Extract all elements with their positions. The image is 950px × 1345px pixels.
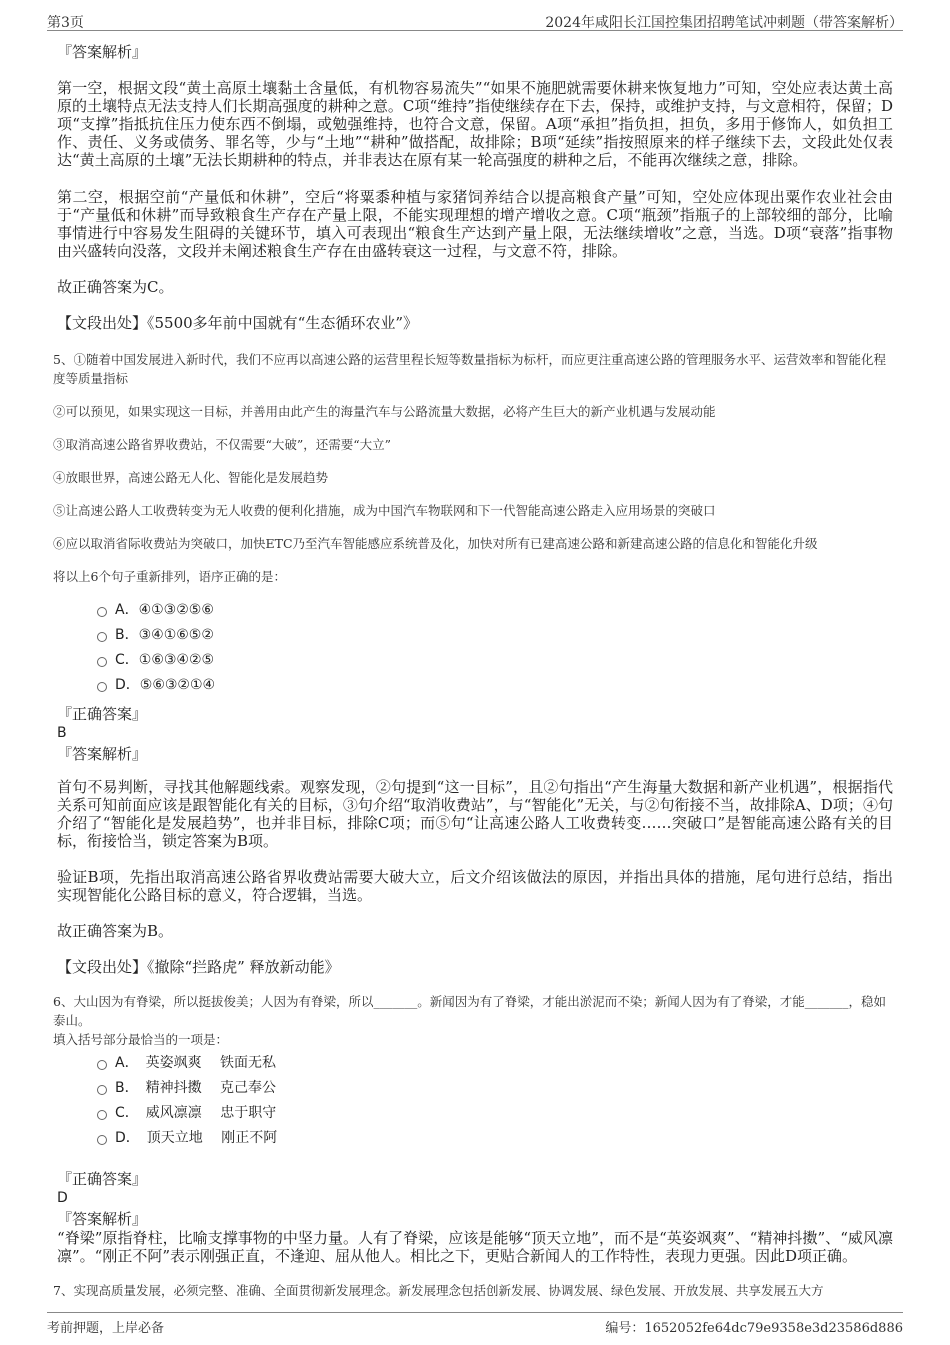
radio-icon[interactable] xyxy=(97,632,107,642)
option-d[interactable] xyxy=(57,673,893,698)
analysis-paragraph: 第二空，根据空前“产量低和休耕”，空后“将粟黍种植与家猪饲养结合以提高粮食产量”可知，空处应体现出粟作农业社会由于“产量低和休耕”而导致粮食生产存在产量上限，不能实现理想的增产增收之意。C项“瓶颈”指瓶子的上部较细的部分，比喻事情进行中容易发生阻碍的关键环节，填入可表现出“粮食生产达到产量上限，无法继续增收”之意，当选。D项“衰落”指事物由兴盛转向没落，文段并未阐述粮食生产存在由盛转衰这一过程，与文意不符，排除。 xyxy=(57,188,893,260)
option-label: A． 英姿飒爽 铁面无私 xyxy=(115,1055,277,1071)
question-5-stem-3: ③取消高速公路省界收费站，不仅需要“大破”，还需要“大立” xyxy=(53,437,392,452)
radio-icon[interactable] xyxy=(97,682,107,692)
radio-icon[interactable] xyxy=(97,657,107,667)
footer-slogan: 考前押题，上岸必备 xyxy=(47,1321,165,1336)
option-c[interactable] xyxy=(57,1101,893,1126)
document-id: 编号：1652052fe64dc79e9358e3d23586d886 xyxy=(605,1321,903,1336)
question-6-prompt: 填入括号部分最恰当的一项是： xyxy=(53,1032,229,1047)
radio-icon[interactable] xyxy=(97,1060,107,1070)
question-5-stem-6: ⑥应以取消省际收费站为突破口，加快ETC乃至汽车智能感应系统普及化，加快对所有已建高速公路和新建高速公路的信息化和智能化升级 xyxy=(53,536,818,551)
passage-source: 【文段出处】《撤除“拦路虎” 释放新动能》 xyxy=(57,958,340,976)
page-number: 第3页 xyxy=(47,15,84,31)
radio-icon[interactable] xyxy=(97,1135,107,1145)
option-b[interactable] xyxy=(57,623,893,648)
correct-answer-label: 『正确答案』 xyxy=(57,705,148,723)
analysis-paragraph: 验证B项，先指出取消高速公路省界收费站需要大破大立，后文介绍该做法的原因，并指出具体的措施，尾句进行总结，指出实现智能化公路目标的意义，符合逻辑，当选。 xyxy=(57,868,893,904)
question-5-prompt: 将以上6个句子重新排列，语序正确的是： xyxy=(53,569,286,584)
option-label: C． 威风凛凛 忠于职守 xyxy=(115,1105,277,1121)
conclusion: 故正确答案为C。 xyxy=(57,278,174,296)
analysis-paragraph: “脊梁”原指脊柱，比喻支撑事物的中坚力量。人有了脊梁，应该是能够“顶天立地”，而不是“英姿飒爽”、“精神抖擞”、“威风凛凛”。“刚正不阿”表示刚强正直，不逢迎、屈从他人。相比之下，更贴合新闻人的工作特性，表现力更强。因此D项正确。 xyxy=(57,1229,893,1265)
option-label: D． 顶天立地 刚正不阿 xyxy=(115,1130,278,1146)
document-title: 2024年咸阳长江国控集团招聘笔试冲刺题（带答案解析） xyxy=(545,15,903,31)
question-5-stem-2: ②可以预见，如果实现这一目标，并善用由此产生的海量汽车与公路流量大数据，必将产生巨大的新产业机遇与发展动能 xyxy=(53,404,716,419)
option-a[interactable] xyxy=(57,1051,893,1076)
page-header xyxy=(47,8,903,31)
option-label: C．①⑥③④②⑤ xyxy=(115,652,215,668)
option-label: B．③④①⑥⑤② xyxy=(115,627,214,643)
analysis-paragraph: 第一空，根据文段“黄土高原土壤黏土含量低，有机物容易流失”“如果不施肥就需要休耕来恢复地力”可知，空处应表达黄土高原的土壤特点无法支持人们长期高强度的耕种之意。C项“维持”指使继续存在下去，保持，或维护支持，与文意相符，保留；D项“支撑”指抵抗住压力使东西不倒塌，或勉强维持，也符合文意，保留。A项“承担”指负担，担负，多用于修饰人，如负担工作、责任、义务或债务、罪名等，少与“土地”“耕种”做搭配，故排除；B项“延续”指按照原来的样子继续下去，文段此处仅表达“黄土高原的土壤”无法长期耕种的特点，并非表达在原有某一轮高强度的耕种之后，不能再次继续之意，排除。 xyxy=(57,79,893,169)
correct-answer: B xyxy=(57,725,67,741)
answer-analysis-label: 『答案解析』 xyxy=(57,43,148,61)
radio-icon[interactable] xyxy=(97,1110,107,1120)
option-label: A．④①③②⑤⑥ xyxy=(115,602,214,618)
page-footer xyxy=(47,1312,903,1337)
option-c[interactable] xyxy=(57,648,893,673)
question-6-stem: 6、大山因为有脊梁，所以挺拔俊美；人因为有脊梁，所以_______。新闻因为有了脊梁，才能出淤泥而不染；新闻人因为有了脊梁，才能_______，稳如泰山。 xyxy=(53,994,886,1028)
radio-icon[interactable] xyxy=(97,1085,107,1095)
analysis-paragraph: 首句不易判断，寻找其他解题线索。观察发现，②句提到“这一目标”，且②句指出“产生海量大数据和新产业机遇”，根据指代关系可知前面应该是跟智能化有关的目标，③句介绍“取消收费站”，与“智能化”无关，与②句衔接不当，故排除A、D项；④句介绍了“智能化是发展趋势”，也并非目标，排除C项；而⑤句“让高速公路人工收费转变……突破口”是智能高速公路有关的目标，衔接恰当，锁定答案为B项。 xyxy=(57,778,893,850)
answer-analysis-label: 『答案解析』 xyxy=(57,1210,148,1228)
option-label: B． 精神抖擞 克己奉公 xyxy=(115,1080,277,1096)
conclusion: 故正确答案为B。 xyxy=(57,922,174,940)
question-7-stem: 7、实现高质量发展，必须完整、准确、全面贯彻新发展理念。新发展理念包括创新发展、协调发展、绿色发展、开放发展、共享发展五大方 xyxy=(53,1283,824,1298)
passage-source: 【文段出处】《5500多年前中国就有“生态循环农业”》 xyxy=(57,314,419,332)
radio-icon[interactable] xyxy=(97,607,107,617)
question-5-stem-4: ④放眼世界，高速公路无人化、智能化是发展趋势 xyxy=(53,470,329,485)
question-6-options xyxy=(57,1051,893,1151)
page-content xyxy=(53,42,893,1300)
option-a[interactable] xyxy=(57,598,893,623)
option-label: D．⑤⑥③②①④ xyxy=(115,677,216,693)
question-5-stem-5: ⑤让高速公路人工收费转变为无人收费的便利化措施，成为中国汽车物联网和下一代智能高速公路走入应用场景的突破口 xyxy=(53,503,716,518)
correct-answer-label: 『正确答案』 xyxy=(57,1170,148,1188)
option-b[interactable] xyxy=(57,1076,893,1101)
option-d[interactable] xyxy=(57,1126,893,1151)
question-5-options xyxy=(57,598,893,698)
correct-answer: D xyxy=(57,1190,68,1206)
answer-analysis-label: 『答案解析』 xyxy=(57,745,148,763)
question-5-stem-1: 5、①随着中国发展进入新时代，我们不应再以高速公路的运营里程长短等数量指标为标杆，而应更注重高速公路的管理服务水平、运营效率和智能化程度等质量指标 xyxy=(53,352,886,386)
